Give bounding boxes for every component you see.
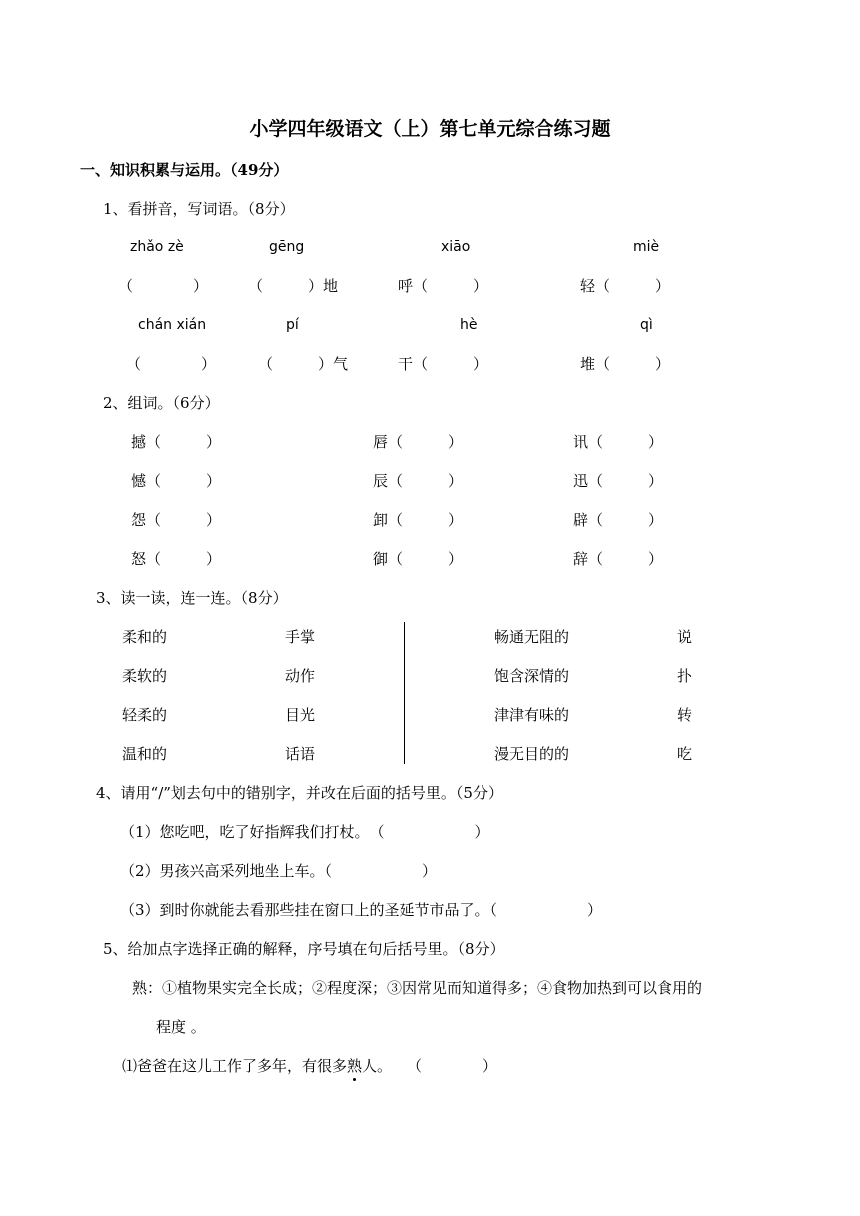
definition-line: 程度 。 <box>156 1018 206 1036</box>
question-1-heading: 1、看拼音，写词语。（8分） <box>103 200 295 218</box>
choice-item-blank[interactable]: 人。 （ ） <box>362 1057 498 1075</box>
answer-blank[interactable]: （ ）气 <box>258 355 349 373</box>
word-item[interactable]: 迅（ ） <box>573 472 664 490</box>
match-right-word[interactable]: 津津有味的 <box>494 706 570 724</box>
word-item[interactable]: 唇（ ） <box>373 433 464 451</box>
match-right-word[interactable]: 畅通无阻的 <box>494 628 570 646</box>
page-title: 小学四年级语文（上）第七单元综合练习题 <box>249 118 611 140</box>
question-3-heading: 3、读一读，连一连。（8分） <box>96 589 288 607</box>
section-heading: 一、知识积累与运用。（49分） <box>80 161 289 179</box>
choice-item-text: ⑴爸爸在这儿工作了多年，有很多 <box>122 1057 348 1075</box>
match-left-target[interactable]: 动作 <box>285 667 316 685</box>
question-5-heading: 5、给加点字选择正确的解释，序号填在句后括号里。（8分） <box>103 940 505 958</box>
answer-blank[interactable]: （ ）地 <box>248 277 339 295</box>
match-right-target[interactable]: 吃 <box>677 745 693 763</box>
correction-item[interactable]: （3）到时你就能去看那些挂在窗口上的圣延节市品了。（ ） <box>120 901 603 919</box>
match-left-word[interactable]: 柔软的 <box>122 667 168 685</box>
pinyin-5: chán xián <box>138 317 207 333</box>
word-item[interactable]: 憾（ ） <box>131 472 222 490</box>
word-item[interactable]: 辟（ ） <box>573 511 664 529</box>
answer-blank[interactable]: 堆（ ） <box>580 355 671 373</box>
match-right-word[interactable]: 漫无目的的 <box>494 745 570 763</box>
correction-item[interactable]: （2）男孩兴高采列地坐上车。（ ） <box>120 862 438 880</box>
pinyin-4: miè <box>633 239 660 255</box>
answer-blank[interactable]: 呼（ ） <box>398 277 489 295</box>
question-4-heading: 4、请用“/”划去句中的错别字，并改在后面的括号里。（5分） <box>96 784 503 802</box>
match-left-word[interactable]: 柔和的 <box>122 628 168 646</box>
match-left-target[interactable]: 目光 <box>285 706 316 724</box>
dotted-character: 熟 <box>347 1057 363 1075</box>
word-item[interactable]: 御（ ） <box>373 550 464 568</box>
match-left-target[interactable]: 手掌 <box>285 628 316 646</box>
pinyin-1: zhǎo zè <box>130 239 184 255</box>
correction-item[interactable]: （1）您吃吧，吃了好指辉我们打杖。 （ ） <box>120 823 490 841</box>
definition-line: 熟：①植物果实完全长成；②程度深；③因常见而知道得多；④食物加热到可以食用的 <box>132 979 703 997</box>
answer-blank[interactable]: 干（ ） <box>398 355 489 373</box>
pinyin-7: hè <box>460 317 478 333</box>
word-item[interactable]: 讯（ ） <box>573 433 664 451</box>
word-item[interactable]: 辰（ ） <box>373 472 464 490</box>
question-2-heading: 2、组词。（6分） <box>103 394 220 412</box>
choice-item[interactable] <box>122 1056 497 1076</box>
word-item[interactable]: 怒（ ） <box>131 550 222 568</box>
match-right-target[interactable]: 扑 <box>677 667 693 685</box>
pinyin-2: gēng <box>269 239 305 255</box>
pinyin-3: xiāo <box>441 239 471 255</box>
match-right-target[interactable]: 转 <box>677 706 693 724</box>
word-item[interactable]: 撼（ ） <box>131 433 222 451</box>
match-left-target[interactable]: 话语 <box>285 745 316 763</box>
word-item[interactable]: 卸（ ） <box>373 511 464 529</box>
pinyin-6: pí <box>286 317 299 333</box>
word-item[interactable]: 怨（ ） <box>131 511 222 529</box>
word-item[interactable]: 辞（ ） <box>573 550 664 568</box>
answer-blank[interactable]: 轻（ ） <box>580 277 671 295</box>
column-divider <box>404 622 405 764</box>
answer-blank[interactable]: （ ） <box>118 277 209 295</box>
match-left-word[interactable]: 温和的 <box>122 745 168 763</box>
match-left-word[interactable]: 轻柔的 <box>122 706 168 724</box>
match-right-word[interactable]: 饱含深情的 <box>494 667 570 685</box>
answer-blank[interactable]: （ ） <box>126 355 217 373</box>
match-right-target[interactable]: 说 <box>677 628 693 646</box>
pinyin-8: qì <box>640 317 653 333</box>
